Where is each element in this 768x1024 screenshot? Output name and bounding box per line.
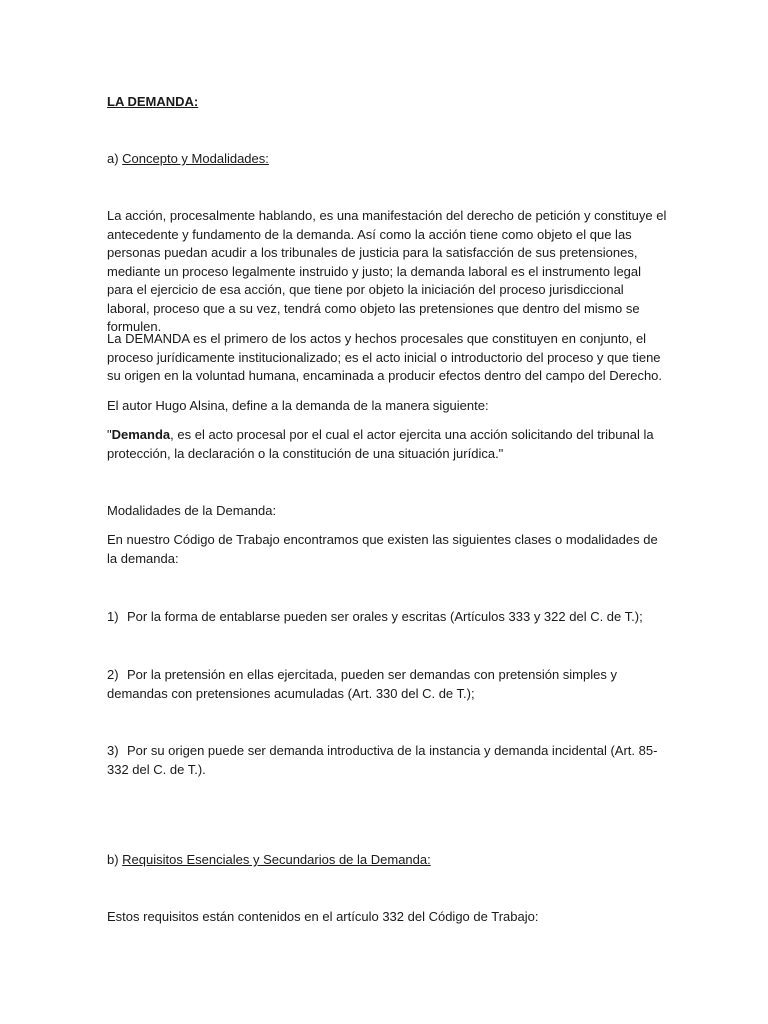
list-item <box>107 666 667 703</box>
paragraph-alsina: El autor Hugo Alsina, define a la demanda de la manera siguiente: <box>107 398 489 413</box>
section-a-title: Concepto y Modalidades: <box>122 151 269 166</box>
paragraph-demanda: La DEMANDA es el primero de los actos y hechos procesales que constituyen en conjunto, el proceso jurídicamente institucionalizado; es el acto inicial o introductorio del proceso y que tiene su origen en la voluntad humana, encaminada a producir efectos dentro del campo del Derecho. <box>107 331 663 383</box>
quote-open-mark: " <box>107 427 112 442</box>
section-b-prefix: b) <box>107 852 123 867</box>
section-b-heading <box>107 851 667 870</box>
list-item-number: 2) <box>107 667 119 682</box>
list-item-text: Por la pretensión en ellas ejercitada, pueden ser demandas con pretensión simples y demandas con pretensiones acumuladas (Art. 330 del C. de T.); <box>107 667 617 701</box>
modalidades-heading: Modalidades de la Demanda: <box>107 503 277 518</box>
modalidades-intro: En nuestro Código de Trabajo encontramos que existen las siguientes clases o modalidades de la demanda: <box>107 532 658 566</box>
definition-quote <box>107 426 667 463</box>
document-title: LA DEMANDA: <box>107 94 199 109</box>
quote-term: Demanda <box>111 427 171 442</box>
list-item <box>107 742 667 779</box>
quote-text: , es el acto procesal por el cual el actor ejercita una acción solicitando del tribunal la protección, la declaración o la constitución de una situación jurídica." <box>107 427 654 461</box>
list-item-number: 3) <box>107 743 119 758</box>
list-item-number: 1) <box>107 609 119 624</box>
section-a-prefix: a) <box>107 151 123 166</box>
section-b-title: Requisitos Esenciales y Secundarios de la Demanda: <box>122 852 431 867</box>
paragraph-accion: La acción, procesalmente hablando, es una manifestación del derecho de petición y constituye el antecedente y fundamento de la demanda. Así como la acción tiene como objeto el que las personas puedan acudir a los tribunales de justicia para la satisfacción de sus pretensiones, mediante un proceso legalmente instruido y justo; la demanda laboral es el instrumento legal para el ejercicio de esa acción, que tiene por objeto la iniciación del proceso jurisdiccional laboral, proceso que a su vez, tendrá como objeto las pretensiones que dentro del mismo se formulen. <box>107 208 667 334</box>
list-item-text: Por la forma de entablarse pueden ser orales y escritas (Artículos 333 y 322 del C. de T.); <box>127 609 643 624</box>
list-item-text: Por su origen puede ser demanda introductiva de la instancia y demanda incidental (Art. 85-332 del C. de T.). <box>107 743 658 777</box>
list-item <box>107 608 667 627</box>
closing-paragraph: Estos requisitos están contenidos en el artículo 332 del Código de Trabajo: <box>107 909 539 924</box>
section-a-heading <box>107 150 667 169</box>
